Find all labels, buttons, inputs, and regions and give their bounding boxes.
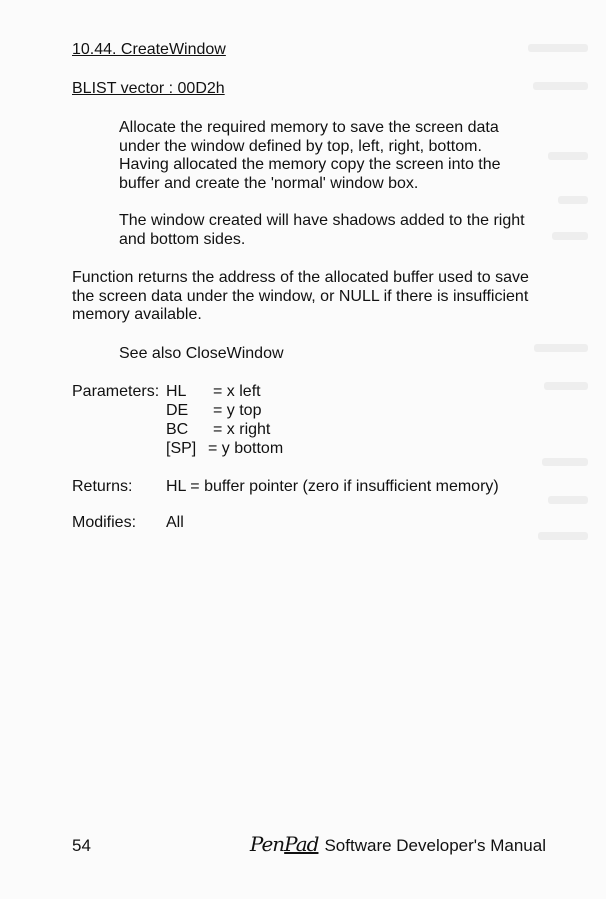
text-line: under the window defined by top, left, right, bottom. [119, 137, 482, 155]
text-line: buffer and create the 'normal' window box. [119, 174, 419, 192]
param-register: HL [166, 383, 187, 400]
param-description: = x right [213, 421, 271, 438]
text-line: Allocate the required memory to save the screen data [119, 119, 499, 136]
param-description: = y top [213, 402, 262, 419]
modifies-text: All [166, 514, 184, 531]
returns-text: HL = buffer pointer (zero if insufficient memory) [166, 478, 499, 495]
description-paragraph [119, 119, 501, 193]
text-line: Having allocated the memory copy the screen into the [119, 156, 501, 173]
text-line: Function returns the address of the allocated buffer used to save [72, 269, 529, 286]
param-register: [SP] [166, 440, 197, 457]
param-description: = y bottom [208, 440, 284, 457]
page-number: 54 [72, 836, 91, 855]
penpad-logo: PenPad [249, 832, 319, 856]
param-register: BC [166, 421, 189, 438]
text-line: and bottom sides. [119, 230, 246, 248]
see-also: See also CloseWindow [119, 345, 284, 362]
footer-title [250, 832, 546, 856]
modifies-label: Modifies: [72, 514, 137, 531]
manual-title: Software Developer's Manual [324, 836, 546, 855]
text-line: The window created will have shadows added to the right [119, 212, 525, 229]
bleed-through-shadow [516, 0, 606, 899]
vector-line: BLIST vector : 00D2h [72, 80, 225, 97]
param-register: DE [166, 402, 189, 419]
text-line: memory available. [72, 306, 202, 323]
function-returns-paragraph [72, 269, 529, 325]
returns-label: Returns: [72, 478, 133, 495]
section-title: 10.44. CreateWindow [72, 41, 226, 58]
parameters-label: Parameters: [72, 383, 160, 400]
text-line: the screen data under the window, or NULL if there is insufficient [72, 287, 529, 305]
shadow-note-paragraph [119, 212, 525, 249]
param-description: = x left [213, 383, 261, 400]
